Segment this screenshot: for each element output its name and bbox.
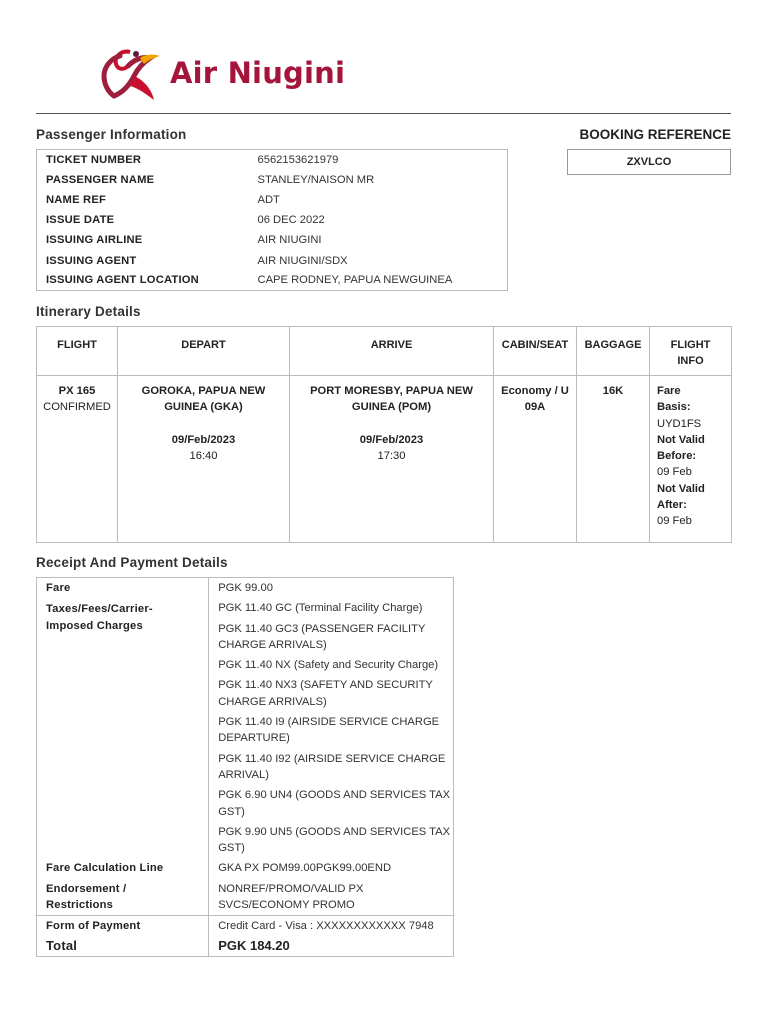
row-value: 6562153621979 xyxy=(257,153,339,166)
airline-logo xyxy=(100,44,370,102)
taxes-label xyxy=(37,598,209,858)
itinerary-section-title: Itinerary Details xyxy=(36,304,141,319)
row-label: ISSUING AGENT xyxy=(46,254,137,267)
table-row xyxy=(37,879,454,916)
passenger-table xyxy=(36,149,508,291)
table-row xyxy=(37,210,508,230)
fare-basis-label: Fare xyxy=(657,385,681,397)
charge-item: PGK 11.40 I9 (AIRSIDE SERVICE CHARGE DEPARTURE) xyxy=(218,716,440,745)
charge-item: PGK 11.40 I92 (AIRSIDE SERVICE CHARGE ARRIVAL) xyxy=(218,752,446,781)
table-row xyxy=(37,271,508,291)
fare-value: PGK 99.00 xyxy=(218,582,273,594)
charge-item: PGK 11.40 NX (Safety and Security Charge) xyxy=(218,659,439,672)
table-header-row xyxy=(37,327,732,376)
table-row xyxy=(37,170,508,190)
passenger-section-title: Passenger Information xyxy=(36,127,187,142)
not-valid-after-value: 09 Feb xyxy=(657,515,692,528)
endorsement-label xyxy=(37,879,209,916)
cabin-cell xyxy=(494,376,577,543)
seat-number: 09A xyxy=(524,401,546,414)
arrive-date: 09/Feb/2023 xyxy=(359,433,424,446)
arrive-location: GUINEA (POM) xyxy=(351,401,432,414)
not-valid-before-value: 09 Feb xyxy=(657,466,692,479)
table-row xyxy=(37,598,454,858)
fare-basis-value: UYD1FS xyxy=(657,417,702,430)
row-label: ISSUING AIRLINE xyxy=(46,234,143,247)
table-row xyxy=(37,190,508,210)
payment-label: Form of Payment xyxy=(37,916,209,937)
not-valid-before-label: Before: xyxy=(657,450,697,463)
charge-item: PGK 11.40 GC (Terminal Facility Charge) xyxy=(218,602,423,615)
label-line: Imposed Charges xyxy=(46,619,143,632)
table-row xyxy=(37,858,454,878)
charges-list xyxy=(209,598,454,858)
fare-basis-label: Basis: xyxy=(657,401,691,414)
col-header-arrive: ARRIVE xyxy=(290,327,494,376)
header-divider xyxy=(36,113,731,114)
arrive-time: 17:30 xyxy=(377,449,406,462)
row-value: STANLEY/NAISON MR xyxy=(257,173,375,186)
row-value: ADT xyxy=(257,193,280,206)
depart-location: GOROKA, PAPUA NEW xyxy=(141,385,266,397)
table-row xyxy=(37,937,454,957)
fare-calculation-label: Fare Calculation Line xyxy=(37,858,209,878)
label-line: Restrictions xyxy=(46,899,114,912)
col-header-depart: DEPART xyxy=(118,327,290,376)
depart-time: 16:40 xyxy=(189,449,218,462)
col-header-flight-info xyxy=(650,327,732,376)
arrive-cell xyxy=(290,376,494,543)
booking-reference-code: ZXVLCO xyxy=(567,149,731,175)
flight-status: CONFIRMED xyxy=(43,401,111,414)
receipt-table xyxy=(36,577,454,957)
row-label: PASSENGER NAME xyxy=(46,173,155,186)
depart-cell xyxy=(118,376,290,543)
baggage-cell xyxy=(577,376,650,543)
table-row xyxy=(37,150,508,170)
flight-info-cell xyxy=(650,376,732,543)
col-header-baggage: BAGGAGE xyxy=(577,327,650,376)
depart-location: GUINEA (GKA) xyxy=(164,401,243,414)
row-label: NAME REF xyxy=(46,193,107,206)
not-valid-after-label: Not Valid xyxy=(657,482,705,495)
booking-reference-title: BOOKING REFERENCE xyxy=(579,127,731,142)
fare-label: Fare xyxy=(37,578,209,599)
receipt-section-title: Receipt And Payment Details xyxy=(36,555,228,570)
total-value: PGK 184.20 xyxy=(218,937,290,953)
itinerary-table xyxy=(36,326,732,543)
label-line: Endorsement / xyxy=(46,882,127,895)
endorsement-value xyxy=(209,879,454,916)
arrive-location: PORT MORESBY, PAPUA NEW xyxy=(310,385,473,397)
row-label: ISSUING AGENT LOCATION xyxy=(46,274,199,287)
value-line: NONREF/PROMO/VALID PX xyxy=(218,882,364,895)
charge-item: PGK 11.40 GC3 (PASSENGER FACILITY CHARGE ARRIVALS) xyxy=(218,622,426,651)
baggage-allowance: 16K xyxy=(602,385,624,397)
row-value: AIR NIUGINI xyxy=(257,234,322,247)
row-value: 06 DEC 2022 xyxy=(257,214,325,227)
table-row xyxy=(37,230,508,250)
col-header-flight: FLIGHT xyxy=(57,339,97,351)
col-header-cabin: CABIN/SEAT xyxy=(494,327,577,376)
fare-calculation-value: GKA PX POM99.00PGK99.00END xyxy=(218,862,392,875)
value-line: SVCS/ECONOMY PROMO xyxy=(218,899,355,912)
table-row xyxy=(37,578,454,599)
row-value: AIR NIUGINI/SDX xyxy=(257,254,348,267)
total-label: Total xyxy=(37,937,209,957)
charge-item: PGK 6.90 UN4 (GOODS AND SERVICES TAX GST) xyxy=(218,789,451,818)
not-valid-after-label: After: xyxy=(657,499,687,512)
label-line: Taxes/Fees/Carrier- xyxy=(46,603,153,616)
cabin-class: Economy / U xyxy=(501,385,569,397)
flight-number: PX 165 xyxy=(58,385,96,397)
table-row xyxy=(37,376,732,543)
header-line: INFO xyxy=(677,355,704,367)
payment-value: Credit Card - Visa : XXXXXXXXXXXX 7948 xyxy=(209,916,454,937)
table-row xyxy=(37,250,508,270)
bird-of-paradise-icon xyxy=(100,44,170,102)
depart-date: 09/Feb/2023 xyxy=(171,433,236,446)
charge-item: PGK 9.90 UN5 (GOODS AND SERVICES TAX GST) xyxy=(218,825,451,855)
table-row xyxy=(37,916,454,937)
brand-name: Air Niugini xyxy=(170,56,346,90)
row-label: ISSUE DATE xyxy=(46,214,115,227)
row-label: TICKET NUMBER xyxy=(46,153,142,166)
header-line: FLIGHT xyxy=(670,339,711,351)
charge-item: PGK 11.40 NX3 (SAFETY AND SECURITY CHARGE ARRIVALS) xyxy=(218,679,433,708)
row-value: CAPE RODNEY, PAPUA NEWGUINEA xyxy=(257,274,453,287)
not-valid-before-label: Not Valid xyxy=(657,433,705,446)
flight-cell xyxy=(37,376,118,543)
